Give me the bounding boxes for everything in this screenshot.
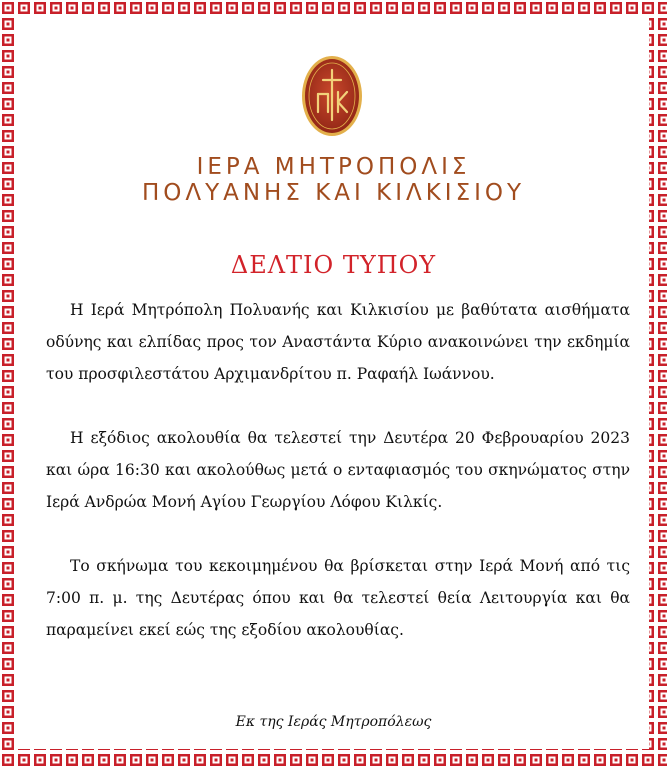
org-name-line2: ΠΟΛΥΑΝΗΣ ΚΑΙ ΚΙΛΚΙΣΙΟΥ — [141, 180, 526, 206]
signature-line: Εκ της Ιεράς Μητροπόλεως — [235, 714, 432, 730]
document-content — [30, 30, 637, 737]
document-title: ΔΕΛΤΙΟ ΤΥΠΟΥ — [230, 251, 437, 279]
body-paragraph: Το σκήνωμα του κεκοιμημένου θα βρίσκεται στην Ιερά Μονή από τις 7:00 π. μ. της Δευτέρας όπου και θα τελεστεί θεία Λειτουργία και θα παραμείνει εκεί εώς της εξοδίου ακολουθίας. — [46, 557, 630, 639]
body-paragraph: Η Ιερά Μητρόπολη Πολυανής και Κιλκισίου με βαθύτατα αισθήματα οδύνης και ελπίδας προς τον Αναστάντα Κύριο ανακοινώνει την εκδημία του προσφιλεστάτου Αρχιμανδρίτου π. Ραφαήλ Ιωάννου. — [46, 301, 630, 383]
org-name-line1: ΙΕΡΑ ΜΗΤΡΟΠΟΛΙΣ — [196, 154, 471, 180]
metropolis-seal-icon — [300, 54, 364, 138]
body-paragraph: Η εξόδιος ακολουθία θα τελεστεί την Δευτέρα 20 Φεβρουαρίου 2023 και ώρα 16:30 και ακολούθως μετά ο ενταφιασμός του σκηνώματος στην Ιερά Ανδρώα Μονή Αγίου Γεωργίου Λόφου Κιλκίς. — [46, 429, 630, 511]
